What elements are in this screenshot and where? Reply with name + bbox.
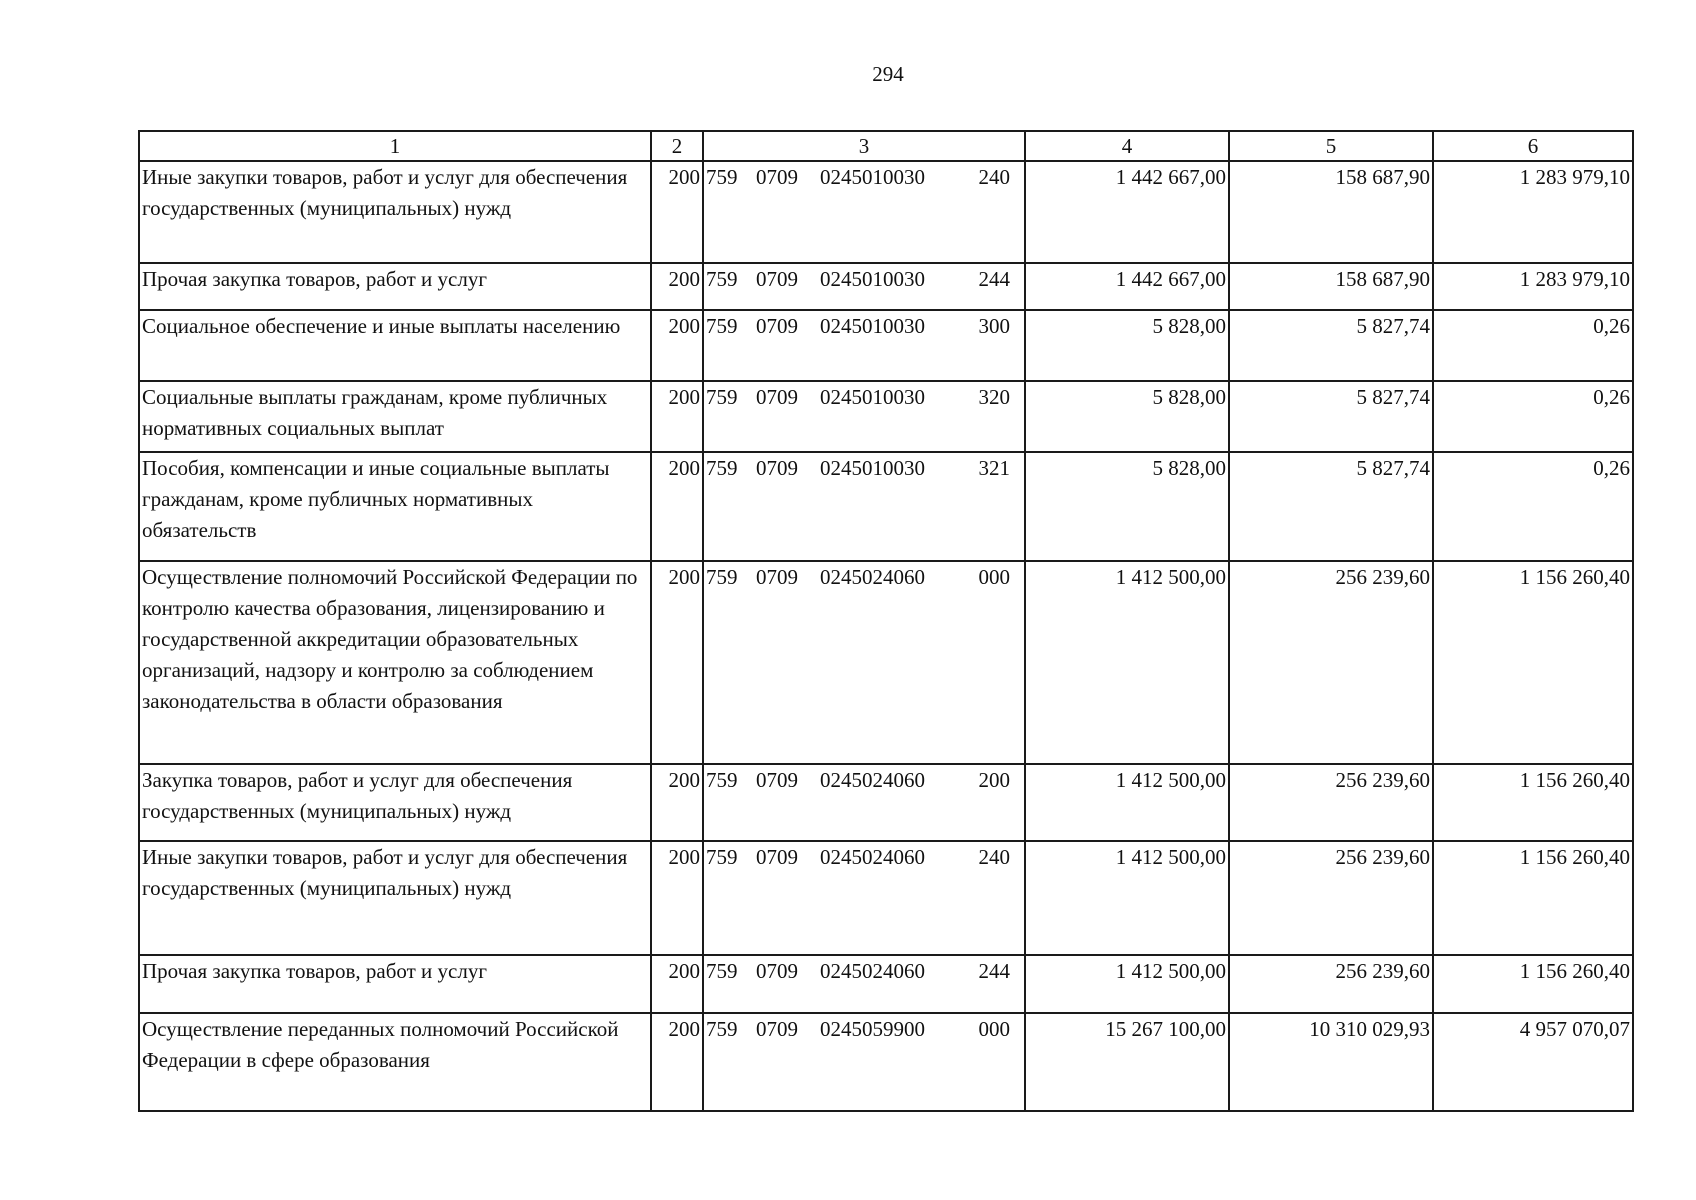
code-part: 0245010030 <box>820 456 925 480</box>
table-row <box>139 310 1633 381</box>
row-name: Иные закупки товаров, работ и услуг для обеспечения государственных (муниципальных) нужд <box>139 841 651 955</box>
table-row <box>139 764 1633 841</box>
code-part: 244 <box>978 959 1010 983</box>
row-col6: 4 957 070,07 <box>1433 1013 1633 1111</box>
row-name: Осуществление полномочий Российской Федерации по контролю качества образования, лицензированию и государственной аккредитации образовательных организаций, надзору и контролю за соблюдением законодательства в области образования <box>139 561 651 764</box>
row-col5: 5 827,74 <box>1229 310 1433 381</box>
row-col2: 200 <box>651 1013 703 1111</box>
code-part: 0709 <box>756 165 798 189</box>
row-code <box>703 841 1025 955</box>
code-part: 759 <box>706 1017 738 1041</box>
row-col6: 0,26 <box>1433 310 1633 381</box>
table-row <box>139 452 1633 561</box>
row-col2: 200 <box>651 955 703 1013</box>
row-col4: 5 828,00 <box>1025 310 1229 381</box>
row-col4: 15 267 100,00 <box>1025 1013 1229 1111</box>
code-part: 0709 <box>756 267 798 291</box>
row-code <box>703 452 1025 561</box>
row-col4: 5 828,00 <box>1025 381 1229 452</box>
code-part: 0245024060 <box>820 959 925 983</box>
table-row <box>139 263 1633 310</box>
table-row <box>139 955 1633 1013</box>
row-col5: 5 827,74 <box>1229 381 1433 452</box>
row-name: Закупка товаров, работ и услуг для обеспечения государственных (муниципальных) нужд <box>139 764 651 841</box>
code-part: 000 <box>978 1017 1010 1041</box>
row-code <box>703 381 1025 452</box>
row-name: Осуществление переданных полномочий Российской Федерации в сфере образования <box>139 1013 651 1111</box>
table-row <box>139 841 1633 955</box>
row-code <box>703 955 1025 1013</box>
code-part: 0709 <box>756 1017 798 1041</box>
code-part: 759 <box>706 165 738 189</box>
row-col2: 200 <box>651 161 703 263</box>
code-part: 759 <box>706 385 738 409</box>
row-col2: 200 <box>651 452 703 561</box>
row-code <box>703 764 1025 841</box>
table-row <box>139 381 1633 452</box>
header-cell: 6 <box>1433 131 1633 161</box>
code-part: 0245010030 <box>820 267 925 291</box>
header-cell: 5 <box>1229 131 1433 161</box>
page-number: 294 <box>872 62 904 86</box>
row-col4: 1 412 500,00 <box>1025 841 1229 955</box>
header-cell: 1 <box>139 131 651 161</box>
table-row <box>139 1013 1633 1111</box>
code-part: 0709 <box>756 385 798 409</box>
code-part: 0709 <box>756 768 798 792</box>
code-part: 0245024060 <box>820 768 925 792</box>
row-col2: 200 <box>651 263 703 310</box>
code-part: 0709 <box>756 565 798 589</box>
header-cell: 3 <box>703 131 1025 161</box>
row-code <box>703 1013 1025 1111</box>
row-name: Иные закупки товаров, работ и услуг для обеспечения государственных (муниципальных) нужд <box>139 161 651 263</box>
code-part: 759 <box>706 768 738 792</box>
row-col5: 256 239,60 <box>1229 764 1433 841</box>
row-col5: 5 827,74 <box>1229 452 1433 561</box>
code-part: 759 <box>706 456 738 480</box>
row-col6: 0,26 <box>1433 452 1633 561</box>
row-col5: 256 239,60 <box>1229 841 1433 955</box>
code-part: 0245010030 <box>820 385 925 409</box>
row-col6: 1 156 260,40 <box>1433 561 1633 764</box>
code-part: 200 <box>978 768 1010 792</box>
table-row <box>139 161 1633 263</box>
row-col2: 200 <box>651 381 703 452</box>
row-col4: 5 828,00 <box>1025 452 1229 561</box>
row-code <box>703 561 1025 764</box>
row-col4: 1 412 500,00 <box>1025 764 1229 841</box>
row-col2: 200 <box>651 841 703 955</box>
row-col5: 256 239,60 <box>1229 561 1433 764</box>
row-col5: 158 687,90 <box>1229 263 1433 310</box>
code-part: 321 <box>978 456 1010 480</box>
code-part: 240 <box>978 845 1010 869</box>
code-part: 0709 <box>756 845 798 869</box>
code-part: 0709 <box>756 314 798 338</box>
row-code <box>703 161 1025 263</box>
row-col6: 1 283 979,10 <box>1433 161 1633 263</box>
row-code <box>703 310 1025 381</box>
table-row <box>139 561 1633 764</box>
row-col6: 1 283 979,10 <box>1433 263 1633 310</box>
row-col6: 1 156 260,40 <box>1433 955 1633 1013</box>
code-part: 759 <box>706 267 738 291</box>
code-part: 300 <box>978 314 1010 338</box>
table-header-row <box>139 131 1633 161</box>
code-part: 240 <box>978 165 1010 189</box>
code-part: 0245059900 <box>820 1017 925 1041</box>
row-col4: 1 412 500,00 <box>1025 955 1229 1013</box>
row-col2: 200 <box>651 561 703 764</box>
row-col4: 1 442 667,00 <box>1025 161 1229 263</box>
row-col6: 0,26 <box>1433 381 1633 452</box>
row-col6: 1 156 260,40 <box>1433 764 1633 841</box>
row-col2: 200 <box>651 764 703 841</box>
row-name: Социальные выплаты гражданам, кроме публичных нормативных социальных выплат <box>139 381 651 452</box>
code-part: 0709 <box>756 959 798 983</box>
code-part: 759 <box>706 565 738 589</box>
row-col2: 200 <box>651 310 703 381</box>
code-part: 759 <box>706 314 738 338</box>
code-part: 244 <box>978 267 1010 291</box>
code-part: 320 <box>978 385 1010 409</box>
header-cell: 4 <box>1025 131 1229 161</box>
row-col4: 1 442 667,00 <box>1025 263 1229 310</box>
code-part: 0245024060 <box>820 565 925 589</box>
row-name: Социальное обеспечение и иные выплаты населению <box>139 310 651 381</box>
row-col6: 1 156 260,40 <box>1433 841 1633 955</box>
row-name: Прочая закупка товаров, работ и услуг <box>139 955 651 1013</box>
code-part: 0245024060 <box>820 845 925 869</box>
code-part: 0709 <box>756 456 798 480</box>
code-part: 759 <box>706 845 738 869</box>
row-col5: 158 687,90 <box>1229 161 1433 263</box>
header-cell: 2 <box>651 131 703 161</box>
budget-table <box>138 130 1634 1112</box>
code-part: 0245010030 <box>820 165 925 189</box>
row-col5: 256 239,60 <box>1229 955 1433 1013</box>
row-code <box>703 263 1025 310</box>
row-name: Пособия, компенсации и иные социальные выплаты гражданам, кроме публичных нормативных обязательств <box>139 452 651 561</box>
row-col5: 10 310 029,93 <box>1229 1013 1433 1111</box>
code-part: 0245010030 <box>820 314 925 338</box>
code-part: 000 <box>978 565 1010 589</box>
row-name: Прочая закупка товаров, работ и услуг <box>139 263 651 310</box>
code-part: 759 <box>706 959 738 983</box>
row-col4: 1 412 500,00 <box>1025 561 1229 764</box>
